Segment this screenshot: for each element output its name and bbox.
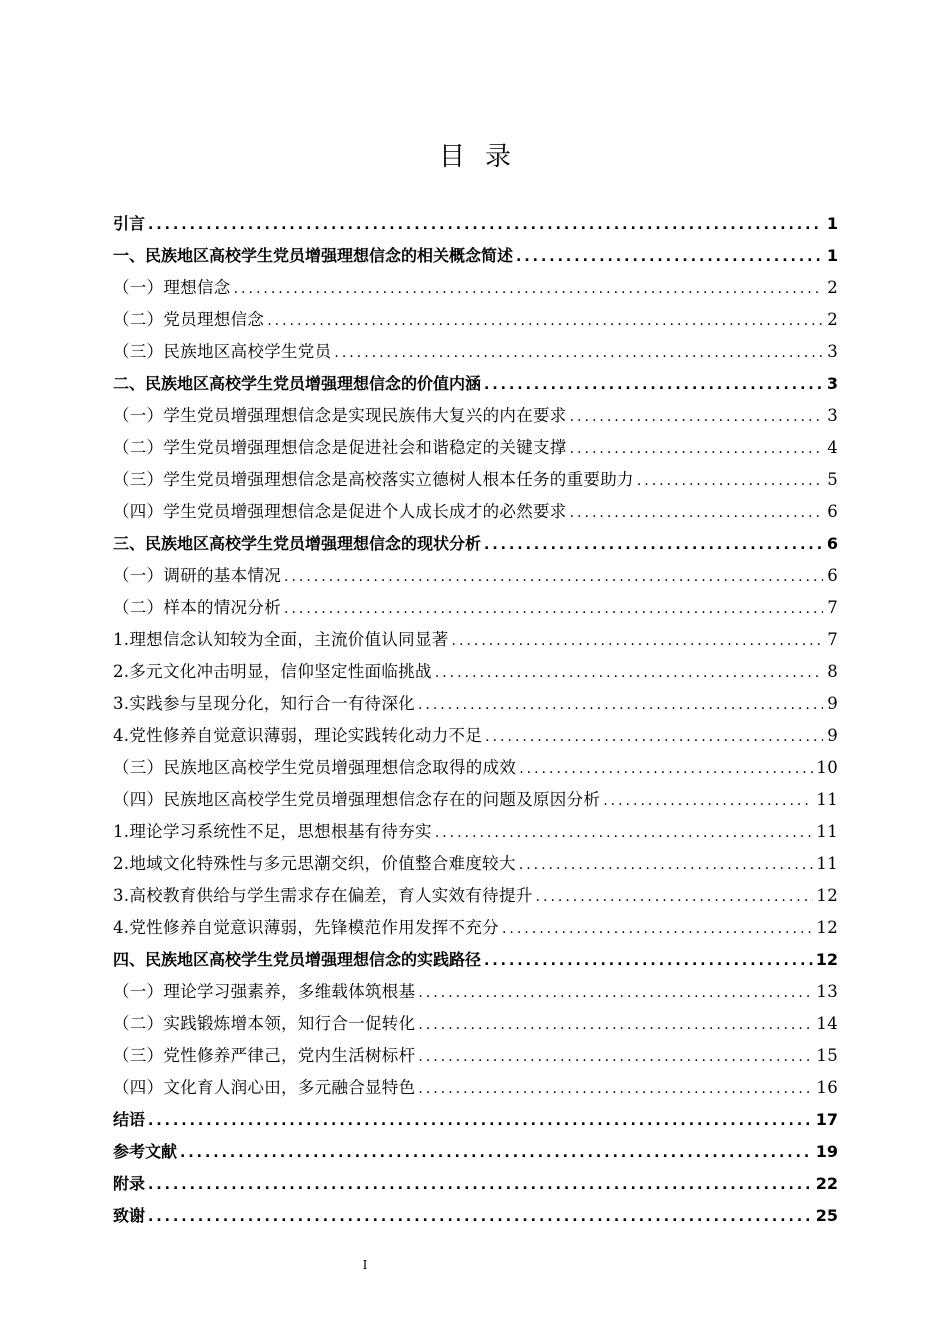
toc-entry-label: （二）党员理想信念 [113, 310, 265, 329]
toc-leader-dots [267, 305, 823, 337]
toc-entry-page: 6 [827, 566, 838, 585]
toc-entry-page: 12 [816, 886, 838, 905]
toc-entry-page: 15 [816, 1046, 838, 1065]
toc-entry-page: 6 [826, 534, 838, 553]
toc-entry[interactable] [113, 720, 838, 752]
toc-leader-dots [603, 785, 813, 817]
toc-entry-page: 25 [815, 1206, 838, 1225]
toc-entry-page: 12 [815, 950, 838, 969]
toc-entry-label: 2.地域文化特殊性与多元思潮交织，价值整合难度较大 [113, 854, 516, 873]
toc-leader-dots [148, 209, 823, 241]
toc-entry[interactable] [113, 432, 838, 464]
toc-leader-dots [484, 945, 813, 977]
toc-entry-page: 5 [827, 470, 838, 489]
toc-entry-label: （一）调研的基本情况 [113, 566, 281, 585]
toc-leader-dots [148, 1105, 813, 1137]
toc-entry-label: 1.理想信念认知较为全面，主流价值认同显著 [113, 630, 449, 649]
toc-entry[interactable] [113, 944, 838, 976]
toc-entry[interactable] [113, 528, 838, 560]
toc-leader-dots [536, 881, 814, 913]
toc-leader-dots [452, 625, 823, 657]
toc-leader-dots [148, 1201, 813, 1233]
toc-entry-label: （二）样本的情况分析 [113, 598, 281, 617]
toc-leader-dots [234, 273, 823, 305]
toc-leader-dots [570, 497, 823, 529]
toc-entry[interactable] [113, 784, 838, 816]
toc-entry-label: 致谢 [113, 1206, 146, 1225]
toc-entry-label: （四）学生党员增强理想信念是促进个人成长成才的必然要求 [113, 502, 567, 521]
toc-entry[interactable] [113, 400, 838, 432]
toc-entry-label: 二、民族地区高校学生党员增强理想信念的价值内涵 [113, 374, 482, 393]
toc-entry-page: 3 [827, 406, 838, 425]
toc-entry-label: （四）文化育人润心田，多元融合显特色 [113, 1078, 416, 1097]
toc-leader-dots [484, 529, 823, 561]
toc-leader-dots [516, 241, 823, 273]
toc-entry[interactable] [113, 848, 838, 880]
toc-leader-dots [284, 593, 823, 625]
toc-entry[interactable] [113, 272, 838, 304]
toc-entry-page: 9 [827, 694, 838, 713]
toc-leader-dots [637, 465, 823, 497]
toc-entry-label: 参考文献 [113, 1142, 178, 1161]
toc-entry-page: 16 [816, 1078, 838, 1097]
toc-entry-label: 引言 [113, 214, 146, 233]
toc-entry-label: （二）实践锻炼增本领，知行合一促转化 [113, 1014, 416, 1033]
toc-entry-label: （三）学生党员增强理想信念是高校落实立德树人根本任务的重要助力 [113, 470, 634, 489]
table-of-contents [113, 208, 838, 1232]
toc-entry[interactable] [113, 208, 838, 240]
toc-leader-dots [435, 657, 823, 689]
toc-entry-page: 12 [816, 918, 838, 937]
toc-entry-label: （三）民族地区高校学生党员增强理想信念取得的成效 [113, 758, 517, 777]
toc-leader-dots [418, 689, 823, 721]
toc-leader-dots [418, 1009, 813, 1041]
toc-entry[interactable] [113, 464, 838, 496]
toc-entry[interactable] [113, 688, 838, 720]
toc-entry-label: （一）理想信念 [113, 278, 231, 297]
toc-entry-label: 1.理论学习系统性不足，思想根基有待夯实 [113, 822, 432, 841]
toc-entry[interactable] [113, 880, 838, 912]
toc-entry-label: 一、民族地区高校学生党员增强理想信念的相关概念简述 [113, 246, 514, 265]
toc-entry-label: 2.多元文化冲击明显，信仰坚定性面临挑战 [113, 662, 432, 681]
toc-entry[interactable] [113, 304, 838, 336]
toc-leader-dots [418, 1073, 813, 1105]
toc-entry[interactable] [113, 1136, 838, 1168]
toc-entry[interactable] [113, 368, 838, 400]
toc-leader-dots [519, 849, 814, 881]
toc-entry[interactable] [113, 1008, 838, 1040]
toc-entry-page: 11 [816, 822, 838, 841]
toc-leader-dots [334, 337, 823, 369]
toc-entry-label: 4.党性修养自觉意识薄弱，先锋模范作用发挥不充分 [113, 918, 499, 937]
toc-entry-page: 7 [827, 598, 838, 617]
toc-entry-label: 附录 [113, 1174, 146, 1193]
toc-leader-dots [180, 1137, 813, 1169]
toc-entry[interactable] [113, 1168, 838, 1200]
toc-leader-dots [519, 753, 813, 785]
toc-entry[interactable] [113, 624, 838, 656]
toc-entry-page: 3 [827, 342, 838, 361]
toc-entry-page: 19 [815, 1142, 838, 1161]
toc-leader-dots [570, 433, 823, 465]
toc-entry[interactable] [113, 816, 838, 848]
toc-entry-label: （三）党性修养严律己，党内生活树标杆 [113, 1046, 416, 1065]
toc-entry-label: （四）民族地区高校学生党员增强理想信念存在的问题及原因分析 [113, 790, 601, 809]
toc-leader-dots [418, 1041, 813, 1073]
toc-entry[interactable] [113, 1072, 838, 1104]
toc-leader-dots [485, 721, 823, 753]
toc-entry-page: 11 [816, 854, 838, 873]
toc-entry-label: （一）学生党员增强理想信念是实现民族伟大复兴的内在要求 [113, 406, 567, 425]
toc-entry-page: 6 [827, 502, 838, 521]
toc-entry-page: 9 [827, 726, 838, 745]
toc-entry-page: 14 [816, 1014, 838, 1033]
toc-entry-label: 3.实践参与呈现分化，知行合一有待深化 [113, 694, 415, 713]
toc-entry-page: 10 [816, 758, 838, 777]
toc-leader-dots [418, 977, 813, 1009]
toc-entry[interactable] [113, 656, 838, 688]
toc-leader-dots [570, 401, 823, 433]
toc-entry-label: 3.高校教育供给与学生需求存在偏差，育人实效有待提升 [113, 886, 533, 905]
toc-entry-page: 2 [827, 310, 838, 329]
toc-leader-dots [284, 561, 823, 593]
toc-entry-page: 2 [827, 278, 838, 297]
toc-entry[interactable] [113, 496, 838, 528]
toc-leader-dots [148, 1169, 813, 1201]
toc-entry[interactable] [113, 1104, 838, 1136]
toc-entry-label: 四、民族地区高校学生党员增强理想信念的实践路径 [113, 950, 482, 969]
toc-leader-dots [502, 913, 813, 945]
toc-entry-page: 1 [826, 246, 838, 265]
toc-entry-page: 8 [827, 662, 838, 681]
toc-entry-page: 13 [816, 982, 838, 1001]
toc-entry[interactable] [113, 976, 838, 1008]
toc-entry-page: 11 [816, 790, 838, 809]
toc-entry-page: 7 [827, 630, 838, 649]
toc-entry-label: 结语 [113, 1110, 146, 1129]
toc-entry[interactable] [113, 336, 838, 368]
toc-leader-dots [435, 817, 814, 849]
toc-entry[interactable] [113, 1200, 838, 1232]
toc-entry[interactable] [113, 912, 838, 944]
toc-leader-dots [484, 369, 823, 401]
toc-entry[interactable] [113, 1040, 838, 1072]
toc-entry-label: （二）学生党员增强理想信念是促进社会和谐稳定的关键支撑 [113, 438, 567, 457]
toc-entry-label: （三）民族地区高校学生党员 [113, 342, 332, 361]
page-title: 目录 [438, 142, 531, 172]
toc-entry-page: 1 [826, 214, 838, 233]
footer-page-number: I [362, 1258, 368, 1272]
toc-entry[interactable] [113, 560, 838, 592]
toc-entry-label: （一）理论学习强素养，多维载体筑根基 [113, 982, 416, 1001]
toc-entry-page: 22 [815, 1174, 838, 1193]
toc-entry-label: 4.党性修养自觉意识薄弱，理论实践转化动力不足 [113, 726, 483, 745]
toc-entry-label: 三、民族地区高校学生党员增强理想信念的现状分析 [113, 534, 482, 553]
toc-entry-page: 4 [827, 438, 838, 457]
toc-entry-page: 3 [826, 374, 838, 393]
toc-entry[interactable] [113, 240, 838, 272]
toc-entry-page: 17 [815, 1110, 838, 1129]
toc-entry[interactable] [113, 752, 838, 784]
toc-entry[interactable] [113, 592, 838, 624]
